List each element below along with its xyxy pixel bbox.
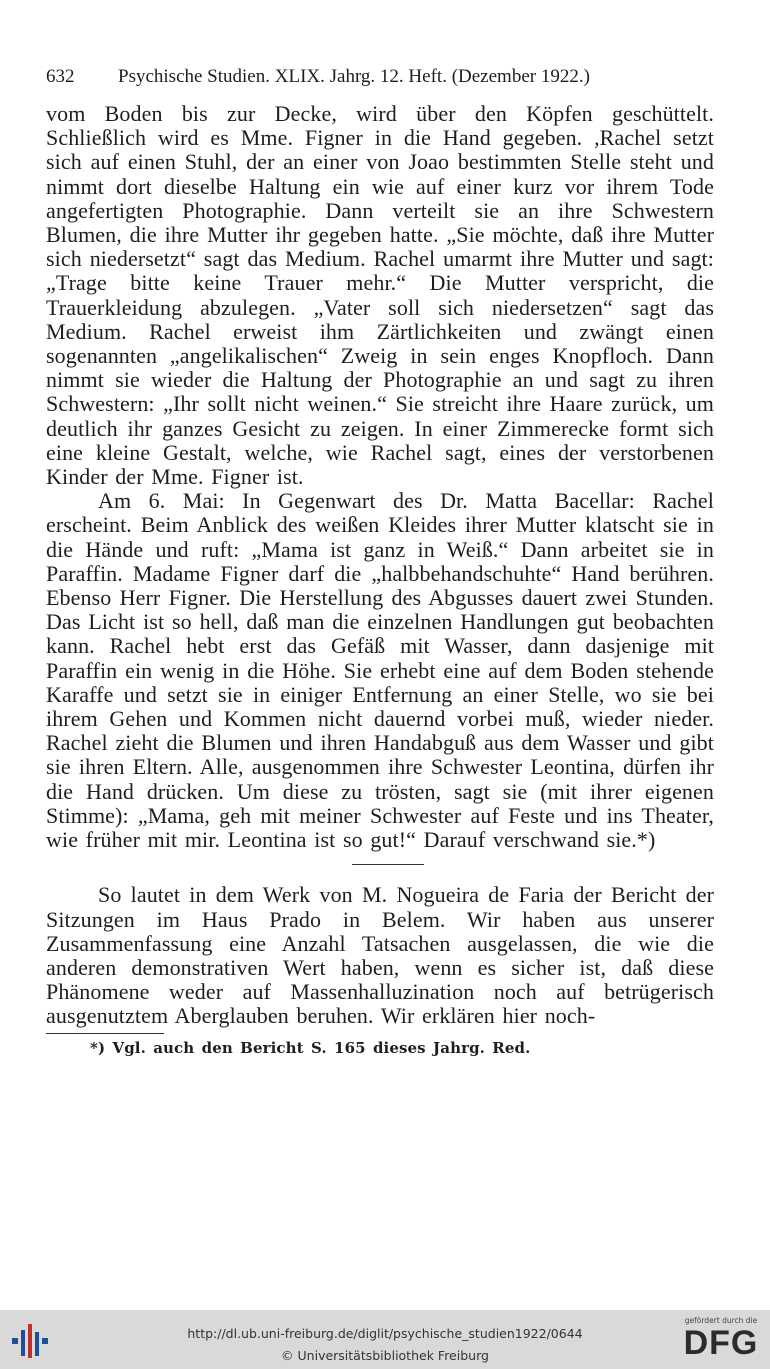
- paragraph-3: So lautet in dem Werk von M. Nogueira de Faria der Bericht der Sitzungen im Haus Prado in Belem. Wir haben aus unserer Zusammenfassung eine Anzahl Tatsachen ausgelassen, die wie die anderen demonstrativen Wert haben, wenn es sicher ist, daß diese Phänomene weder auf Massenhalluzination noch auf betrügerisch ausgenutztem Aberglauben beruhen. Wir erklären hier noch-: [46, 882, 714, 1029]
- running-title: Psychische Studien. XLIX. Jahrg. 12. Heft. (Dezember 1922.): [118, 66, 590, 87]
- footnote: *) Vgl. auch den Bericht S. 165 dieses Jahrg. Red.: [90, 1038, 531, 1057]
- section-divider: [352, 864, 424, 865]
- page-number: 632: [46, 66, 75, 87]
- paragraph-2: Am 6. Mai: In Gegenwart des Dr. Matta Bacellar: Rachel erscheint. Beim Anblick des weißen Kleides ihrer Mutter klatscht sie in die Hände und ruft: „Mama ist ganz in Weiß.“ Dann arbeitet sie in Paraffin. Madame Figner darf die „halbbehandschuhte“ Hand berühren. Ebenso Herr Figner. Die Herstellung des Abgusses dauert zwei Stunden. Das Licht ist so hell, daß man die einzelnen Handlungen gut beobachten kann. Rachel hebt erst das Gefäß mit Wasser, dann dasjenige mit Paraffin ein wenig in die Höhe. Sie erhebt eine auf dem Boden stehende Karaffe und setzt sie in einiger Entfernung an einer Stelle, wo sie bei ihrem Gehen und Kommen nicht dauernd vorbei muß, wieder nieder. Rachel zieht die Blumen und ihren Handabguß aus dem Wasser und gibt sie ihren Eltern. Alle, ausgenommen ihre Schwester Leontina, dürfen ihr die Hand drücken. Um diese zu trösten, sagt sie (mit ihrer eigenen Stimme): „Mama, geh mit meiner Schwester auf Feste und ins Theater, wie früher mit mir. Leontina ist so gut!“ Darauf verschwand sie.*): [46, 488, 714, 853]
- dfg-wordmark: DFG: [683, 1324, 759, 1362]
- footnote-rule: [46, 1033, 164, 1034]
- body-text: [46, 102, 714, 1058]
- dfg-caption: gefördert durch die: [684, 1316, 758, 1325]
- source-url-link[interactable]: http://dl.ub.uni-freiburg.de/diglit/psychische_studien1922/0644: [187, 1326, 583, 1341]
- dfg-logo: [680, 1316, 762, 1364]
- copyright-notice: © Universitätsbibliothek Freiburg: [281, 1348, 489, 1363]
- running-header: [46, 63, 722, 91]
- viewer-footer: [0, 1310, 770, 1369]
- paragraph-1: vom Boden bis zur Decke, wird über den Köpfen geschüttelt. Schließlich wird es Mme. Figner in die Hand gegeben. ,Rachel setzt sich auf einen Stuhl, der an einer von Joao bestimmten Stelle steht und nimmt dort dieselbe Haltung ein wie auf einer kurz vor ihrem Tode angefertigten Photographie. Dann verteilt sie an ihre Schwestern Blumen, die ihre Mutter ihr gegeben hatte. „Sie möchte, daß ihre Mutter sich niedersetzt“ sagt das Medium. Rachel umarmt ihre Mutter und sagt: „Trage bitte keine Trauer mehr.“ Die Mutter verspricht, die Trauerkleidung abzulegen. „Vater soll sich niedersetzen“ sagt das Medium. Rachel erweist ihm Zärtlichkeiten und zwängt einen sogenannten „angelikalischen“ Zweig in sein enges Knopfloch. Dann nimmt sie wieder die Haltung der Photographie an und sagt zu ihren Schwestern: „Ihr sollt nicht weinen.“ Sie streicht ihre Haare zurück, um deutlich ihr ganzes Gesicht zu zeigen. In einer Zimmerecke formt sich eine kleine Gestalt, welche, wie Rachel sagt, eines der verstorbenen Kinder der Mme. Figner ist.: [46, 101, 714, 490]
